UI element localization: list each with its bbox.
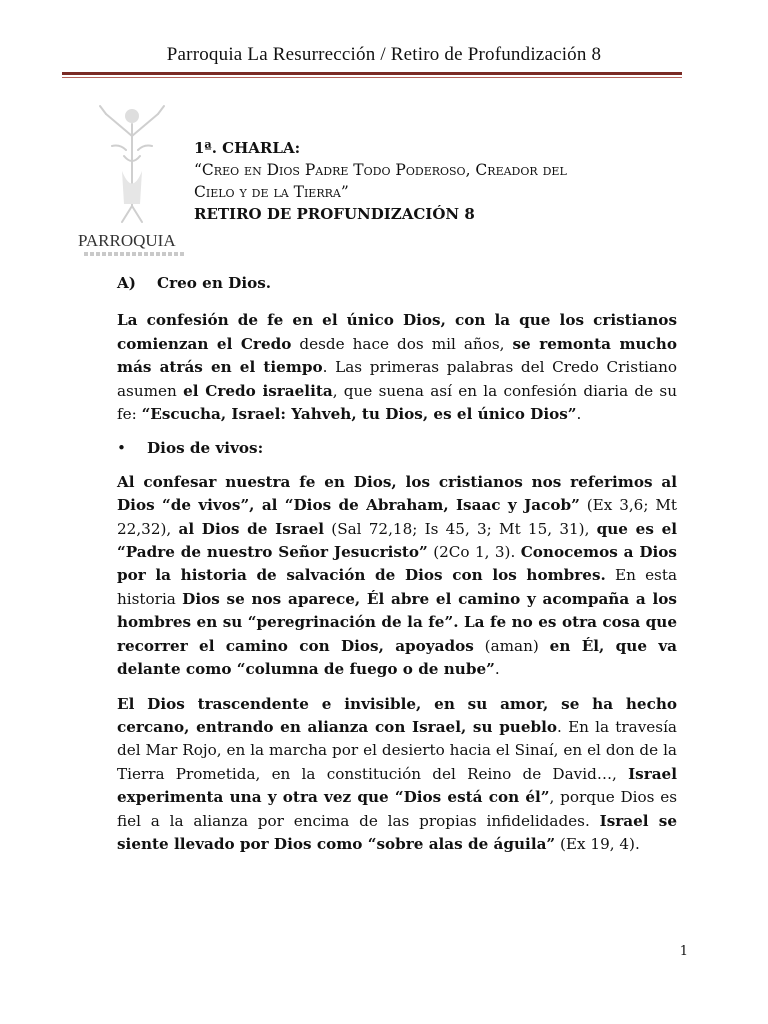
bullet-dot-icon: • [117, 439, 126, 458]
risen-christ-icon [92, 96, 172, 226]
p3-bold-2: Israel experimenta una y otra vez que “Dios está con él” [117, 764, 677, 807]
p3-bold-3: Israel se siente llevado por Dios como “sobre alas de águila” [117, 811, 677, 853]
logo-subtitle-decoration [84, 252, 184, 256]
logo-text: PARROQUIA [78, 231, 176, 250]
p1-text-1: desde hace dos mil años, [291, 334, 513, 353]
p2-text-2: (Sal 72,18; Is 45, 3; Mt 15, 31), [324, 519, 597, 538]
talk-title-line-1: “Creo en Dios Padre Todo Poderoso, Creador del [194, 161, 567, 179]
p1-bold-1: La confesión de fe en el único Dios, con la que los cristianos comienzan el Credo [117, 311, 677, 353]
document-body [117, 272, 677, 867]
bullet-text: Dios de vivos: [147, 439, 264, 458]
p3-text-1: . En la travesía del Mar Rojo, en la marcha por el desierto hacia el Sinaí, en el don de la Tierra Prometida, en la constitución del Reino de David…, [117, 717, 677, 783]
section-title: Creo en Dios. [157, 274, 272, 292]
p3-text-2: , porque Dios es fiel a la alianza por encima de las propias infidelidades. [117, 788, 677, 830]
p1-text-4: . [576, 405, 582, 424]
p2-bold-3: que es el “Padre de nuestro Señor Jesucristo” [117, 519, 678, 562]
p2-bold-2: al Dios de Israel [178, 519, 325, 538]
talk-title-block [194, 137, 714, 225]
p2-bold-1: Al confesar nuestra fe en Dios, los cristianos nos referimos al Dios “de vivos”, al “Dios de Abraham, Isaac y Jacob” [117, 472, 677, 515]
bullet-item [117, 437, 677, 460]
section-heading-a [117, 272, 677, 295]
p1-bold-3: el Credo israelita [183, 381, 333, 400]
p3-bold-1: El Dios trascendente e invisible, en su amor, se ha hecho cercano, entrando en alianza con Israel, su pueblo [117, 694, 677, 736]
p2-text-6: . [494, 660, 500, 679]
paragraph-2 [117, 471, 677, 682]
p2-bold-4: Conocemos a Dios por la historia de salvación de Dios con los hombres. [117, 543, 677, 585]
p1-text-3: , que suena así en la confesión diaria de su fe: [117, 381, 677, 424]
p1-bold-2: se remonta mucho más atrás en el tiempo [117, 334, 677, 377]
p1-text-2: . Las primeras palabras del Credo Cristiano asumen [117, 358, 678, 400]
paragraph-1 [117, 309, 677, 426]
p2-text-5: (aman) [473, 636, 550, 655]
p2-bold-6: en Él, que va delante como “columna de fuego o de nube” [117, 636, 677, 679]
p3-text-3: (Ex 19, 4). [555, 834, 640, 853]
p2-bold-5: Dios se nos aparece, Él abre el camino y acompaña a los hombres en su “peregrinación de la fe”. La fe no es otra cosa que recorrer el camino con Dios, apoyados [117, 589, 677, 655]
page-number: 1 [679, 944, 688, 959]
p1-bold-4: “Escucha, Israel: Yahveh, tu Dios, es el único Dios” [141, 405, 577, 424]
section-label: A) [117, 274, 136, 292]
p2-text-1: (Ex 3,6; Mt 22,32), [117, 496, 678, 538]
p2-text-3: (2Co 1, 3). [427, 543, 521, 562]
page-header: Parroquia La Resurrección / Retiro de Profundización 8 [166, 44, 602, 65]
header-rule-thin [62, 77, 682, 78]
p2-text-4: En esta historia [117, 566, 678, 608]
header-rule-thick [62, 72, 682, 75]
talk-title-line-2: Cielo y de la Tierra” [194, 183, 349, 201]
talk-number: 1ª. CHARLA: [194, 139, 301, 157]
parish-logo [76, 92, 188, 262]
paragraph-3 [117, 693, 677, 857]
retreat-name: RETIRO DE PROFUNDIZACIÓN 8 [194, 205, 475, 223]
